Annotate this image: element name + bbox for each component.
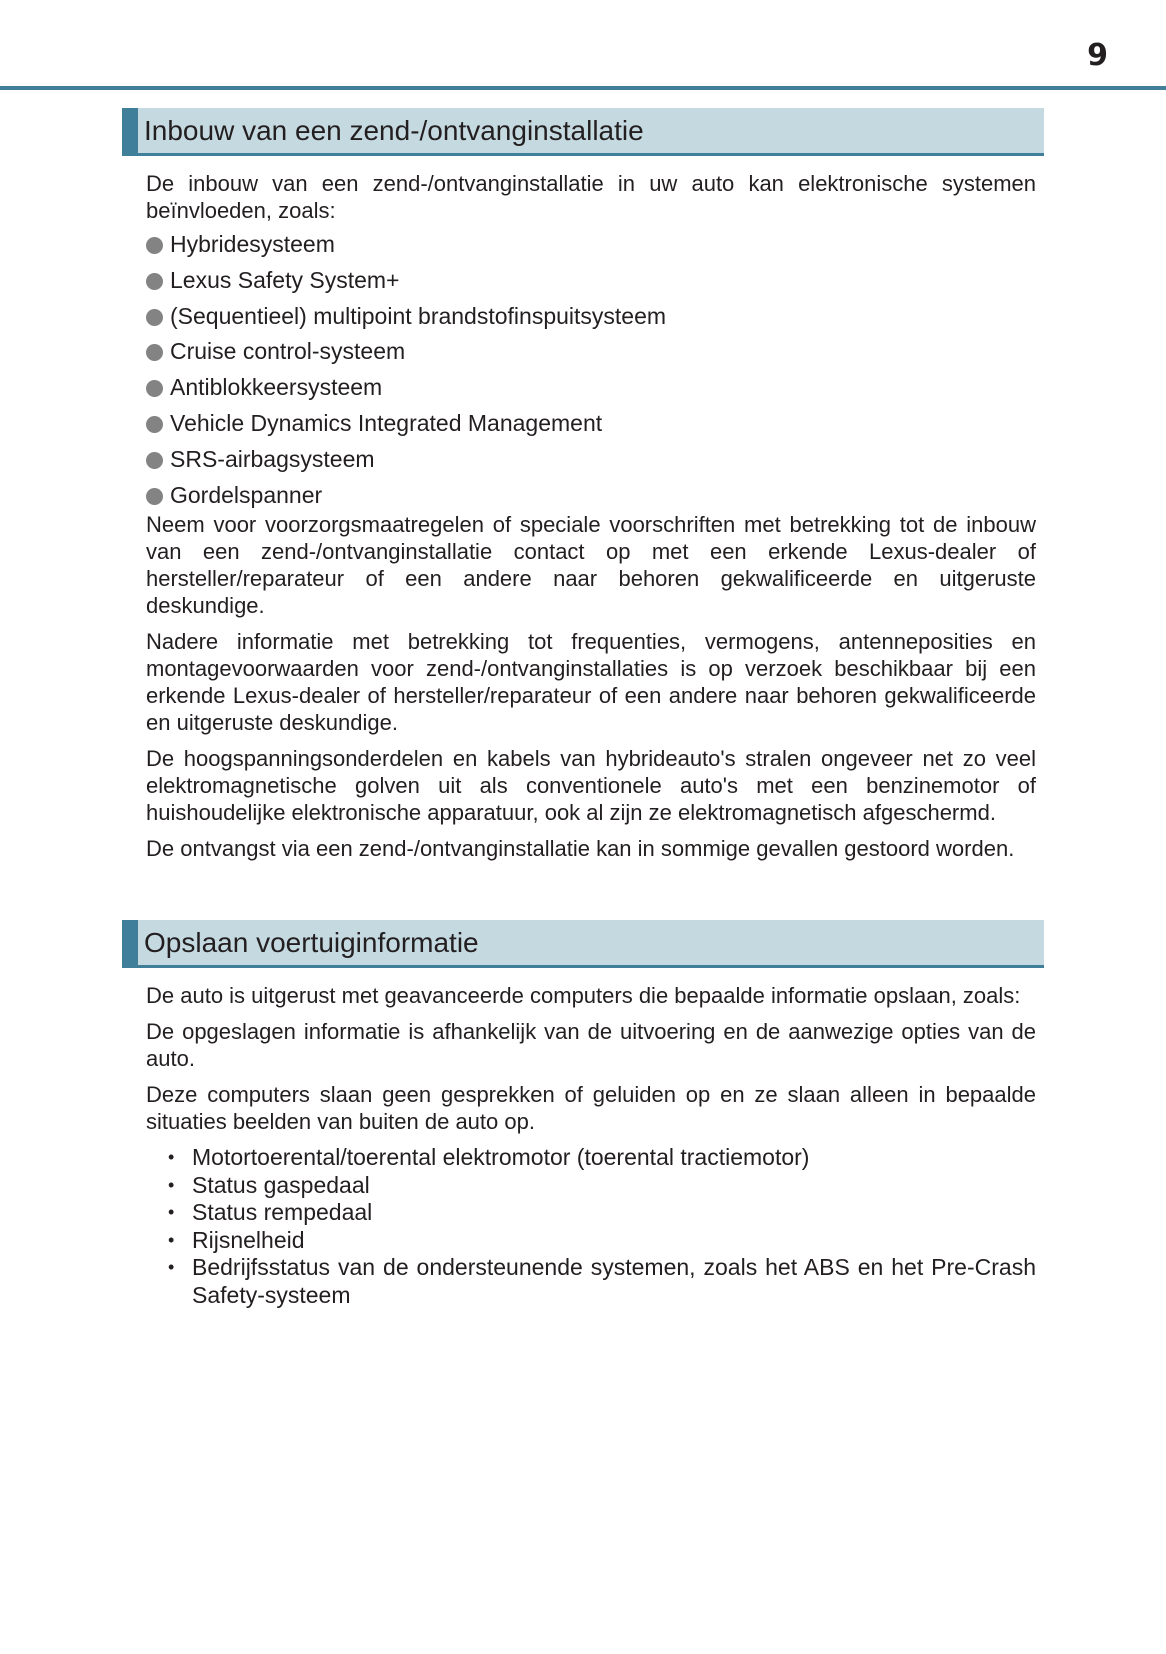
paragraph: De auto is uitgerust met geavanceerde computers die bepaalde informatie opslaan, zoals: [146,983,1021,1008]
bullet-dot-icon [146,416,163,433]
affected-systems-list [146,227,1036,513]
list-item: (Sequentieel) multipoint brandstofinspuitsysteem [146,299,1036,335]
bullet-dot-icon [146,309,163,326]
section-header-transmitter [122,108,1044,156]
list-item: • Motortoerental/toerental elektromotor (toerental tractiemotor) [168,1144,810,1170]
bullet-dot-icon [146,237,163,254]
list-item: Antiblokkeersysteem [146,370,1036,406]
paragraph: Neem voor voorzorgsmaatregelen of speciale voorschriften met betrekking tot de inbouw van een zend-/ontvanginstallatie contact op met een erkende Lexus-dealer of hersteller/reparateur of een andere naar behoren gekwalificeerde en uitgeruste deskundige. [146,512,1036,619]
bullet-dot-icon [146,273,163,290]
list-item: Hybridesysteem [146,227,1036,263]
bullet-dot-icon [146,344,163,361]
list-item: Lexus Safety System+ [146,263,1036,299]
list-item: • Status rempedaal [168,1199,373,1225]
page-number: 9 [1087,38,1108,73]
stored-data-list [146,1144,1036,1309]
bullet-marker: • [168,1174,175,1195]
section-header-accent-bar [122,108,138,153]
list-item: SRS-airbagsysteem [146,442,1036,478]
section-body-transmitter [146,170,1036,871]
paragraph: Nadere informatie met betrekking tot frequenties, vermogens, antenneposities en montagevoorwaarden voor zend-/ontvanginstallaties is op verzoek beschikbaar bij een erkende Lexus-dealer of hersteller/reparateur of een andere naar behoren gekwalificeerde en uitgeruste deskundige. [146,629,1036,736]
list-item: • Rijsnelheid [168,1226,305,1253]
section-title: Inbouw van een zend-/ontvanginstallatie [144,115,644,146]
bullet-marker: • [168,1202,175,1222]
list-item: Cruise control-systeem [146,334,1036,370]
bullet-dot-icon [146,488,163,505]
section-title: Opslaan voertuiginformatie [144,927,479,958]
intro-paragraph: De inbouw van een zend-/ontvanginstallatie in uw auto kan elektronische systemen beïnvloeden, zoals: [146,171,1036,223]
paragraph: De hoogspanningsonderdelen en kabels van hybrideauto's stralen ongeveer net zo veel elektromagnetische golven uit als conventionele auto's met een benzinemotor of huishoudelijke elektronische apparatuur, ook al zijn ze elektromagnetisch afgeschermd. [146,746,1036,826]
list-item: Gordelspanner [146,478,1036,514]
section-header-accent-bar [122,920,138,965]
section-body-vehicle-data [146,982,1036,1309]
list-item: Vehicle Dynamics Integrated Management [146,406,1036,442]
bullet-marker: • [168,1147,175,1167]
bullet-marker: • [168,1229,175,1250]
bullet-marker: • [168,1257,175,1277]
section-header-vehicle-data [122,920,1044,968]
paragraph: Deze computers slaan geen gesprekken of geluiden op en ze slaan alleen in bepaalde situaties beelden van buiten de auto op. [146,1082,1036,1134]
bullet-dot-icon [146,380,163,397]
paragraph: De ontvangst via een zend-/ontvanginstallatie kan in sommige gevallen gestoord worden. [146,836,1015,862]
list-item: • Bedrijfsstatus van de ondersteunende systemen, zoals het ABS en het Pre-Crash Safety-systeem [168,1254,1036,1308]
bullet-dot-icon [146,452,163,469]
paragraph: De opgeslagen informatie is afhankelijk van de uitvoering en de aanwezige opties van de auto. [146,1019,1036,1071]
list-item: • Status gaspedaal [168,1171,370,1198]
top-rule [0,86,1166,90]
